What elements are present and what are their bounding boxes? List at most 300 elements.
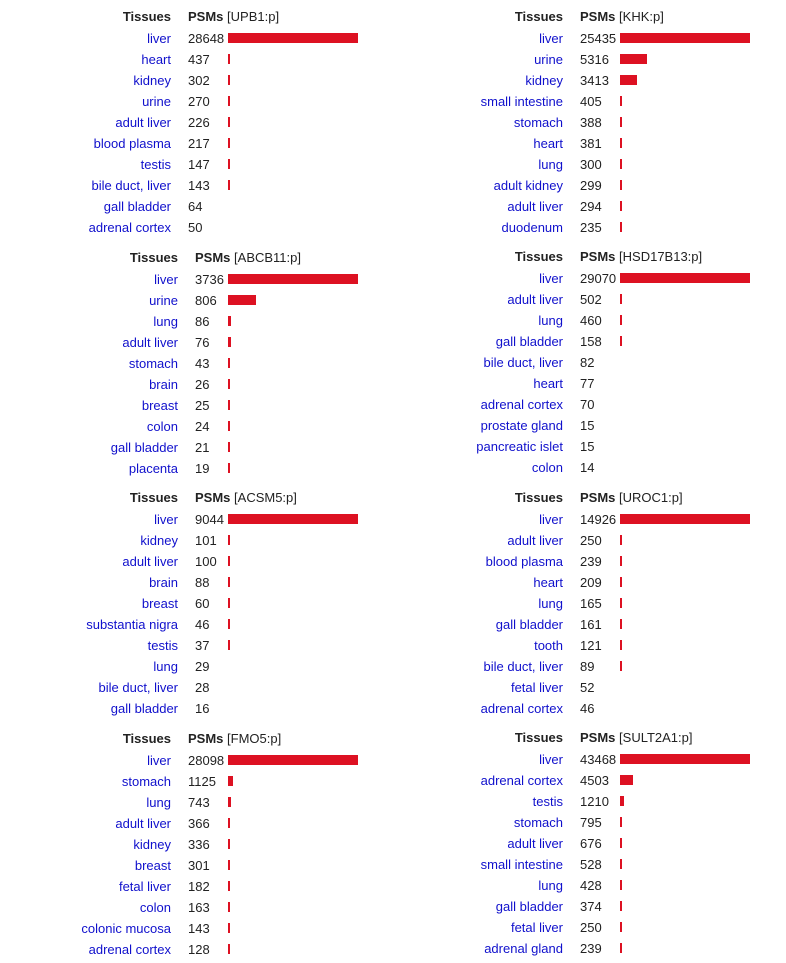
psm-bar xyxy=(228,556,230,566)
psm-bar xyxy=(228,902,230,912)
psm-bar xyxy=(620,294,622,304)
psm-count: 60 xyxy=(195,596,210,611)
header-protein: [ABCB11:p] xyxy=(234,250,301,265)
tissue-link[interactable]: heart xyxy=(533,136,563,151)
psm-bar xyxy=(228,818,230,828)
psm-bar xyxy=(620,273,750,283)
psm-count: 1125 xyxy=(188,774,216,789)
tissue-link[interactable]: testis xyxy=(147,638,178,653)
psm-count: 52 xyxy=(580,680,595,695)
tissue-link[interactable]: adrenal gland xyxy=(484,941,563,956)
psm-count: 366 xyxy=(188,816,210,831)
psm-bar xyxy=(228,442,230,452)
header-psms-label: PSMs xyxy=(580,490,616,505)
tissue-link[interactable]: bile duct, liver xyxy=(98,680,178,695)
psm-count: 250 xyxy=(580,533,602,548)
psm-count: 806 xyxy=(195,293,217,308)
psm-bar xyxy=(228,274,358,284)
table-row xyxy=(0,750,393,771)
psm-count: 143 xyxy=(188,178,210,193)
psm-count: 336 xyxy=(188,837,210,852)
tissue-link[interactable]: adrenal cortex xyxy=(480,773,563,788)
psm-count: 428 xyxy=(580,878,602,893)
tissue-link[interactable]: stomach xyxy=(513,815,563,830)
psm-bar xyxy=(228,180,230,190)
tissue-link[interactable]: kidney xyxy=(140,533,178,548)
table-row xyxy=(393,770,786,791)
chart-panel xyxy=(0,481,393,722)
tissue-link[interactable]: heart xyxy=(141,52,171,67)
table-row xyxy=(0,437,393,458)
header-tissues: Tissues xyxy=(514,730,563,745)
psm-count: 239 xyxy=(580,554,602,569)
psm-count: 161 xyxy=(580,617,602,632)
header-psms-label: PSMs xyxy=(195,490,231,505)
table-row xyxy=(0,509,393,530)
psm-bar xyxy=(228,923,230,933)
psm-bar xyxy=(620,201,622,211)
tissue-link[interactable]: stomach xyxy=(128,356,178,371)
psm-bar xyxy=(228,619,230,629)
tissue-link[interactable]: liver xyxy=(154,512,178,527)
header-tissues: Tissues xyxy=(122,731,171,746)
table-row xyxy=(393,268,786,289)
table-row xyxy=(0,593,393,614)
tissue-link[interactable]: small intestine xyxy=(480,94,563,109)
psm-count: 15 xyxy=(580,418,595,433)
tissue-link[interactable]: breast xyxy=(134,858,171,873)
psm-count: 437 xyxy=(188,52,210,67)
psm-bar xyxy=(228,316,231,326)
table-row xyxy=(393,457,786,478)
psm-bar xyxy=(620,33,750,43)
psm-count: 37 xyxy=(195,638,210,653)
tissue-link[interactable]: bile duct, liver xyxy=(91,178,171,193)
tissue-link[interactable]: liver xyxy=(539,271,563,286)
header-tissues: Tissues xyxy=(129,490,178,505)
psm-bar xyxy=(228,944,230,954)
table-row xyxy=(0,771,393,792)
psm-count: 405 xyxy=(580,94,602,109)
psm-count: 16 xyxy=(195,701,210,716)
psm-count: 528 xyxy=(580,857,602,872)
chart-panel xyxy=(393,0,786,241)
psm-bar xyxy=(228,337,231,347)
tissue-link[interactable]: gall bladder xyxy=(495,899,563,914)
header-tissues: Tissues xyxy=(129,250,178,265)
psm-bar xyxy=(228,96,230,106)
table-row xyxy=(0,49,393,70)
table-row xyxy=(393,289,786,310)
header-psms xyxy=(188,9,279,24)
tissue-link[interactable]: breast xyxy=(141,596,178,611)
table-row xyxy=(393,656,786,677)
tissue-link[interactable]: brain xyxy=(149,377,178,392)
psm-count: 24 xyxy=(195,419,210,434)
header-tissues: Tissues xyxy=(122,9,171,24)
header-psms xyxy=(580,9,664,24)
header-protein: [SULT2A1:p] xyxy=(619,730,693,745)
tissue-link[interactable]: adrenal cortex xyxy=(88,942,171,957)
table-row xyxy=(0,834,393,855)
psm-count: 5316 xyxy=(580,52,609,67)
psm-bar xyxy=(228,75,230,85)
psm-bar xyxy=(620,222,622,232)
psm-bar xyxy=(228,755,358,765)
tissue-link[interactable]: liver xyxy=(147,753,171,768)
tissue-link[interactable]: blood plasma xyxy=(93,136,171,151)
table-row xyxy=(0,269,393,290)
table-row xyxy=(393,938,786,959)
header-psms-label: PSMs xyxy=(580,9,616,24)
psm-bar xyxy=(620,117,622,127)
chart-panel xyxy=(393,481,786,722)
tissue-link[interactable]: testis xyxy=(532,794,563,809)
psm-bar xyxy=(228,797,231,807)
psm-count: 14 xyxy=(580,460,595,475)
table-row xyxy=(393,572,786,593)
table-row xyxy=(0,70,393,91)
table-row xyxy=(393,614,786,635)
table-row xyxy=(0,91,393,112)
tissue-link[interactable]: adult liver xyxy=(507,199,563,214)
tissue-link[interactable]: adult liver xyxy=(115,816,171,831)
table-row xyxy=(393,70,786,91)
header-protein: [UROC1:p] xyxy=(619,490,683,505)
psm-count: 15 xyxy=(580,439,595,454)
table-row xyxy=(0,656,393,677)
psm-bar xyxy=(228,577,230,587)
tissue-link[interactable]: liver xyxy=(154,272,178,287)
table-row xyxy=(0,175,393,196)
tissue-link[interactable]: urine xyxy=(534,52,563,67)
tissue-link[interactable]: bile duct, liver xyxy=(483,659,563,674)
tissue-link[interactable]: testis xyxy=(140,157,171,172)
tissue-link[interactable]: lung xyxy=(538,313,563,328)
psm-bar xyxy=(228,400,230,410)
tissue-link[interactable]: colonic mucosa xyxy=(81,921,171,936)
psm-bar xyxy=(620,922,622,932)
header-protein: [KHK:p] xyxy=(619,9,664,24)
psm-bar xyxy=(228,379,230,389)
psm-bar xyxy=(620,817,622,827)
psm-count: 182 xyxy=(188,879,210,894)
psm-count: 29 xyxy=(195,659,210,674)
table-row xyxy=(0,792,393,813)
tissue-link[interactable]: adrenal cortex xyxy=(480,397,563,412)
tissue-link[interactable]: colon xyxy=(531,460,563,475)
table-row xyxy=(393,551,786,572)
psm-count: 143 xyxy=(188,921,210,936)
psm-bar xyxy=(620,838,622,848)
tissue-link[interactable]: adult liver xyxy=(507,533,563,548)
tissue-link[interactable]: duodenum xyxy=(501,220,563,235)
psm-bar xyxy=(620,796,624,806)
header-psms xyxy=(195,250,301,265)
tissue-link[interactable]: lung xyxy=(146,795,171,810)
tissue-link[interactable]: kidney xyxy=(525,73,563,88)
psm-count: 460 xyxy=(580,313,602,328)
tissue-link[interactable]: gall bladder xyxy=(103,199,171,214)
header-psms xyxy=(580,730,693,745)
header-protein: [FMO5:p] xyxy=(227,731,282,746)
table-row xyxy=(0,530,393,551)
psm-bar xyxy=(228,54,230,64)
psm-count: 302 xyxy=(188,73,210,88)
tissue-link[interactable]: urine xyxy=(142,94,171,109)
tissue-link[interactable]: colon xyxy=(139,900,171,915)
table-row xyxy=(393,436,786,457)
table-row xyxy=(393,352,786,373)
psm-count: 795 xyxy=(580,815,602,830)
chart-panel xyxy=(0,0,393,241)
table-row xyxy=(0,939,393,960)
psm-count: 100 xyxy=(195,554,217,569)
header-psms-label: PSMs xyxy=(195,250,231,265)
tissue-link[interactable]: small intestine xyxy=(480,857,563,872)
tissue-link[interactable]: liver xyxy=(539,512,563,527)
table-row xyxy=(0,572,393,593)
table-row xyxy=(0,133,393,154)
psm-count: 743 xyxy=(188,795,210,810)
psm-count: 64 xyxy=(188,199,203,214)
psm-bar xyxy=(620,54,647,64)
table-row xyxy=(393,373,786,394)
tissue-link[interactable]: prostate gland xyxy=(480,418,563,433)
chart-panel xyxy=(393,721,786,962)
psm-bar xyxy=(620,556,622,566)
chart-panel xyxy=(0,241,393,482)
table-row xyxy=(0,374,393,395)
psm-count: 128 xyxy=(188,942,210,957)
table-row xyxy=(0,28,393,49)
table-row xyxy=(393,833,786,854)
tissue-link[interactable]: liver xyxy=(539,752,563,767)
table-row xyxy=(0,311,393,332)
psm-bar xyxy=(228,839,230,849)
tissue-link[interactable]: heart xyxy=(533,575,563,590)
psm-count: 217 xyxy=(188,136,210,151)
tissue-link[interactable]: gall bladder xyxy=(495,334,563,349)
psm-bar xyxy=(620,619,622,629)
psm-count: 147 xyxy=(188,157,210,172)
psm-bar xyxy=(620,138,622,148)
tissue-link[interactable]: stomach xyxy=(121,774,171,789)
psm-count: 3413 xyxy=(580,73,609,88)
psm-bar xyxy=(228,33,358,43)
psm-bar xyxy=(228,159,230,169)
psm-bar xyxy=(620,598,622,608)
table-row xyxy=(0,290,393,311)
tissue-link[interactable]: tooth xyxy=(534,638,563,653)
psm-count: 502 xyxy=(580,292,602,307)
psm-bar xyxy=(228,117,230,127)
psm-count: 9044 xyxy=(195,512,224,527)
psm-bar xyxy=(228,881,230,891)
tissue-link[interactable]: fetal liver xyxy=(118,879,171,894)
psm-count: 239 xyxy=(580,941,602,956)
table-row xyxy=(0,813,393,834)
psm-bar xyxy=(620,96,622,106)
psm-bar xyxy=(228,776,233,786)
psm-count: 25 xyxy=(195,398,210,413)
tissue-link[interactable]: adult liver xyxy=(507,292,563,307)
psm-bar xyxy=(228,860,230,870)
table-row xyxy=(393,530,786,551)
tissue-link[interactable]: liver xyxy=(147,31,171,46)
tissue-link[interactable]: lung xyxy=(538,878,563,893)
psm-bar xyxy=(228,598,230,608)
tissue-link[interactable]: lung xyxy=(153,659,178,674)
psm-count: 4503 xyxy=(580,773,609,788)
psm-bar xyxy=(228,514,358,524)
header-psms-label: PSMs xyxy=(580,730,616,745)
psm-bar xyxy=(228,358,230,368)
tissue-link[interactable]: fetal liver xyxy=(510,920,563,935)
psm-count: 388 xyxy=(580,115,602,130)
table-row xyxy=(393,394,786,415)
psm-count: 88 xyxy=(195,575,210,590)
psm-count: 76 xyxy=(195,335,210,350)
table-row xyxy=(393,91,786,112)
psm-bar xyxy=(620,535,622,545)
chart-panel xyxy=(393,240,786,481)
psm-count: 374 xyxy=(580,899,602,914)
psm-bar xyxy=(620,180,622,190)
table-row xyxy=(0,855,393,876)
header-psms-label: PSMs xyxy=(188,731,224,746)
tissue-link[interactable]: liver xyxy=(539,31,563,46)
tissue-link[interactable]: adult liver xyxy=(122,335,178,350)
psm-count: 43 xyxy=(195,356,210,371)
tissue-link[interactable]: pancreatic islet xyxy=(476,439,563,454)
tissue-link[interactable]: adrenal cortex xyxy=(88,220,171,235)
table-row xyxy=(393,896,786,917)
tissue-link[interactable]: brain xyxy=(149,575,178,590)
table-row xyxy=(393,749,786,770)
psm-bar xyxy=(228,138,230,148)
psm-count: 14926 xyxy=(580,512,617,527)
tissue-link[interactable]: gall bladder xyxy=(110,440,178,455)
psm-count: 86 xyxy=(195,314,210,329)
header-tissues: Tissues xyxy=(514,9,563,24)
table-row xyxy=(0,154,393,175)
header-psms-label: PSMs xyxy=(188,9,224,24)
table-row xyxy=(0,635,393,656)
tissue-link[interactable]: kidney xyxy=(133,837,171,852)
psm-count: 77 xyxy=(580,376,595,391)
psm-bar xyxy=(620,775,633,785)
psm-bar xyxy=(620,754,750,764)
table-row xyxy=(0,677,393,698)
psm-count: 19 xyxy=(195,461,210,476)
psm-count: 300 xyxy=(580,157,602,172)
psm-bar xyxy=(620,315,622,325)
psm-count: 301 xyxy=(188,858,210,873)
tissue-link[interactable]: lung xyxy=(538,157,563,172)
table-row xyxy=(0,395,393,416)
psm-count: 25435 xyxy=(580,31,617,46)
table-row xyxy=(0,698,393,719)
header-protein: [ACSM5:p] xyxy=(234,490,297,505)
table-row xyxy=(393,875,786,896)
header-protein: [UPB1:p] xyxy=(227,9,280,24)
header-psms-label: PSMs xyxy=(580,249,616,264)
table-row xyxy=(393,635,786,656)
table-row xyxy=(0,918,393,939)
tissue-link[interactable]: adult liver xyxy=(115,115,171,130)
tissue-link[interactable]: lung xyxy=(153,314,178,329)
psm-bar xyxy=(620,943,622,953)
table-row xyxy=(0,458,393,479)
table-row xyxy=(393,133,786,154)
tissue-link[interactable]: breast xyxy=(141,398,178,413)
tissue-link[interactable]: adult liver xyxy=(507,836,563,851)
header-tissues: Tissues xyxy=(514,490,563,505)
tissue-link[interactable]: adult kidney xyxy=(493,178,563,193)
table-row xyxy=(0,897,393,918)
tissue-link[interactable]: bile duct, liver xyxy=(483,355,563,370)
psm-bar xyxy=(620,336,622,346)
table-row xyxy=(393,812,786,833)
table-row xyxy=(393,310,786,331)
tissue-link[interactable]: colon xyxy=(146,419,178,434)
psm-bar xyxy=(620,159,622,169)
psm-count: 46 xyxy=(580,701,595,716)
tissue-link[interactable]: adrenal cortex xyxy=(480,701,563,716)
tissue-link[interactable]: kidney xyxy=(133,73,171,88)
table-row xyxy=(0,614,393,635)
tissue-link[interactable]: substantia nigra xyxy=(86,617,178,632)
chart-panel xyxy=(0,722,393,963)
tissue-link[interactable]: heart xyxy=(533,376,563,391)
psm-count: 43468 xyxy=(580,752,617,767)
tissue-link[interactable]: stomach xyxy=(513,115,563,130)
psm-count: 28648 xyxy=(188,31,225,46)
psm-bar xyxy=(620,640,622,650)
header-protein: [HSD17B13:p] xyxy=(619,249,703,264)
table-row xyxy=(393,196,786,217)
psm-bar xyxy=(620,901,622,911)
psm-count: 294 xyxy=(580,199,602,214)
psm-count: 50 xyxy=(188,220,203,235)
psm-count: 28098 xyxy=(188,753,225,768)
psm-bar xyxy=(228,463,230,473)
psm-count: 29070 xyxy=(580,271,617,286)
tissue-link[interactable]: fetal liver xyxy=(510,680,563,695)
tissue-link[interactable]: blood plasma xyxy=(485,554,563,569)
psm-count: 82 xyxy=(580,355,595,370)
table-row xyxy=(393,49,786,70)
tissue-link[interactable]: urine xyxy=(149,293,178,308)
table-row xyxy=(0,353,393,374)
table-row xyxy=(393,415,786,436)
table-row xyxy=(393,677,786,698)
tissue-link[interactable]: adult liver xyxy=(122,554,178,569)
header-tissues: Tissues xyxy=(514,249,563,264)
header-psms xyxy=(188,731,281,746)
tissue-link[interactable]: placenta xyxy=(128,461,178,476)
tissue-link[interactable]: lung xyxy=(538,596,563,611)
table-row xyxy=(393,593,786,614)
table-row xyxy=(0,551,393,572)
tissue-link[interactable]: gall bladder xyxy=(495,617,563,632)
tissue-link[interactable]: gall bladder xyxy=(110,701,178,716)
table-row xyxy=(393,154,786,175)
table-row xyxy=(393,217,786,238)
psm-count: 209 xyxy=(580,575,602,590)
header-psms xyxy=(580,249,702,264)
